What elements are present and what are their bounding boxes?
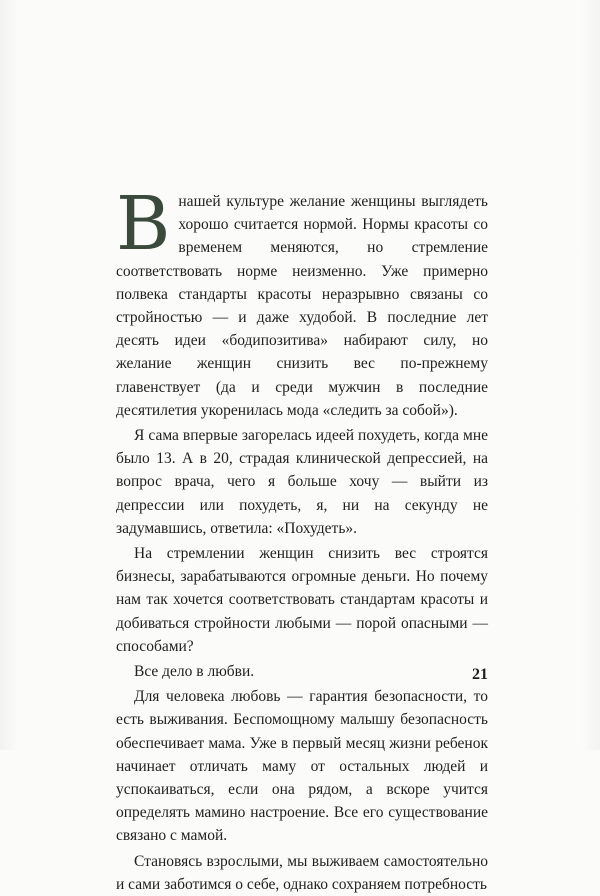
paragraph-4: Все дело в любви. [134, 663, 255, 681]
paragraph-1 [116, 181, 488, 422]
paragraph-2: Я сама впервые загорелась идеей похудеть, когда мне было 13. А в 20, страдая клинической депрессией, на вопрос врача, чего я больше хочу — выйти из депрессии или похудеть, я, ни на секунду не задумавшись, ответила: «Похудеть». [116, 427, 488, 537]
page-number: 21 [472, 666, 488, 683]
drop-cap: В [116, 181, 171, 267]
paragraph-1-text: нашей культуре желание женщины выглядеть хорошо считается нормой. Нормы красоты со временем меняются, но стремление соответствовать норме неизменно. Уже примерно полвека стандарты красоты неразрывно связаны со стройностью — и даже худобой. В последние лет десять идеи «бодипозитива» набирают силу, но желание женщин снизить вес по-прежнему главенствует (да и среди мужчин в последние десятилетия укоренилась мода «следить за собой»). [116, 193, 488, 419]
paragraph-6: Становясь взрослыми, мы выживаем самостоятельно и сами заботимся о себе, однако сохраняем потребность [116, 852, 488, 893]
body-text [116, 181, 488, 896]
paragraph-3: На стремлении женщин снизить вес строятся бизнесы, зарабатываются огромные деньги. Но почему нам так хочется соответствовать стандартам красоты и добиваться стройности любыми — порой опасными — способами? [116, 545, 488, 655]
paragraph-5: Для человека любовь — гарантия безопасности, то есть выживания. Беспомощному малышу безопасность обеспечивает мама. Уже в первый месяц жизни ребенок начинает отличать маму от остальных людей и успокаиваться, если она рядом, а вскоре учится определять мамино настроение. Все его существование связано с мамой. [116, 688, 488, 845]
